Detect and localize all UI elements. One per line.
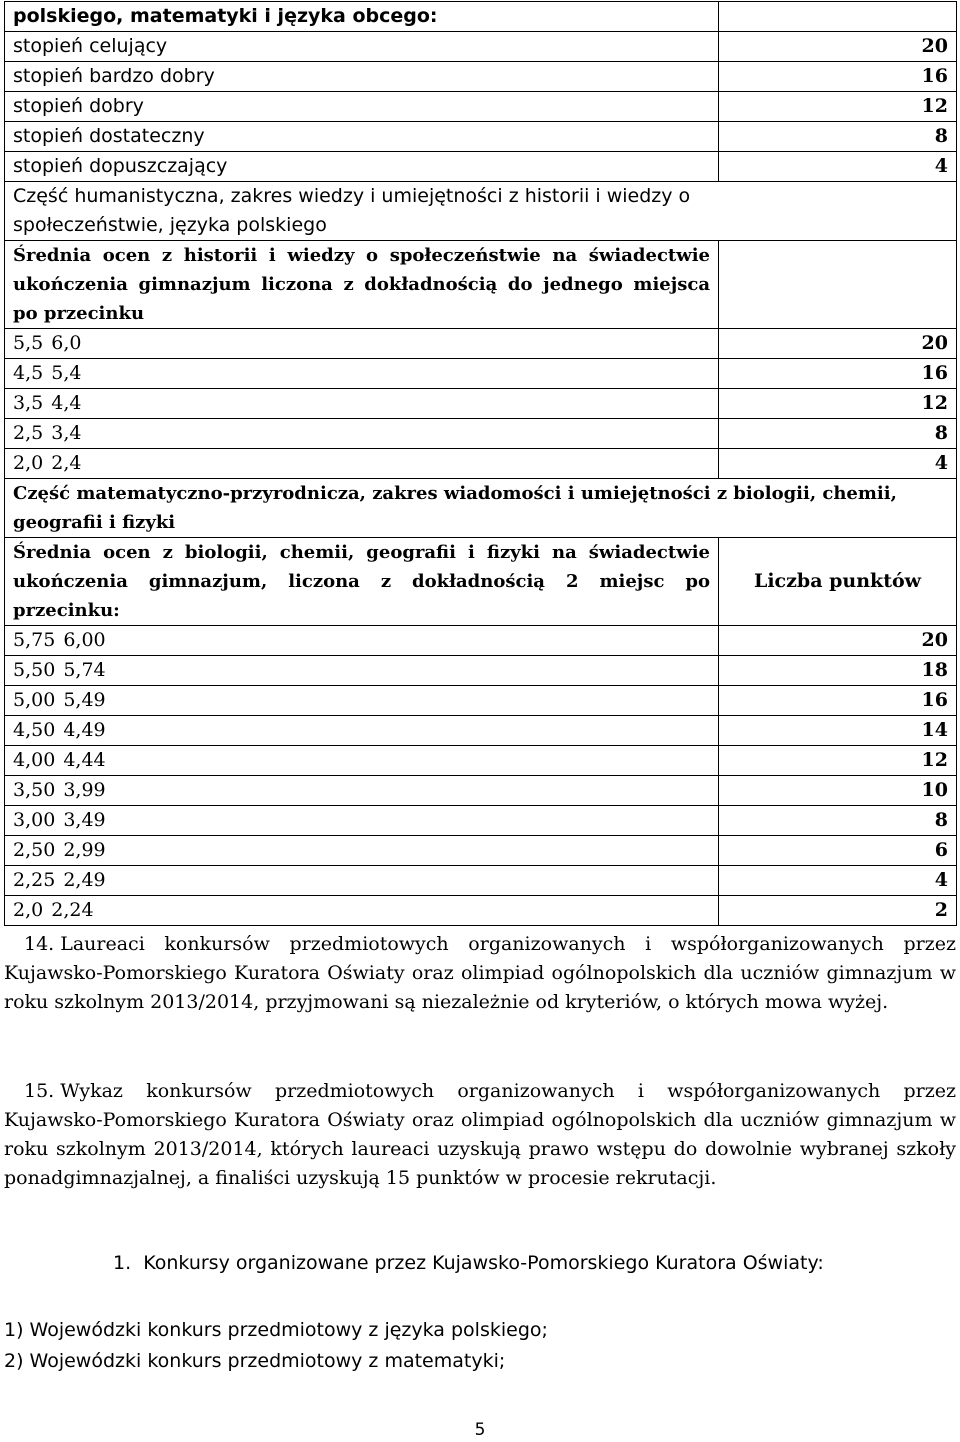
table-row xyxy=(5,776,957,806)
grade-label: stopień dopuszczający xyxy=(5,152,719,182)
paragraph-15-text: Wykaz konkursów przedmiotowych organizowanych i współorganizowanych przez Kujawsko-Pomorskiego Kuratora Oświaty oraz olimpiad ogólnopolskich dla uczniów gimnazjum w roku szkolnym 2013/2014, których laureaci uzyskują prawo wstępu do dowolnie wybranej szkoły ponadgimnazjalnej, a finaliści uzyskują 15 punktów w procesie rekrutacji. xyxy=(4,1080,956,1189)
points-value: 20 xyxy=(719,329,957,359)
table-row xyxy=(5,836,957,866)
grade-label: stopień bardzo dobry xyxy=(5,62,719,92)
table-row xyxy=(5,866,957,896)
table-row xyxy=(5,686,957,716)
average-range: 5,00 5,49 xyxy=(5,686,719,716)
points-value: 14 xyxy=(719,716,957,746)
points-value: 20 xyxy=(719,626,957,656)
paragraph-15 xyxy=(4,1077,956,1193)
average-range: 2,5 3,4 xyxy=(5,419,719,449)
table-row xyxy=(5,746,957,776)
average-range: 4,00 4,44 xyxy=(5,746,719,776)
points-value: 4 xyxy=(719,449,957,479)
points-value: 6 xyxy=(719,836,957,866)
paragraph-14-number: 14. xyxy=(24,933,55,955)
average-range: 2,50 2,99 xyxy=(5,836,719,866)
table-row xyxy=(5,182,957,241)
section-b-heading: Część humanistyczna, zakres wiedzy i umiejętności z historii i wiedzy o społeczeństwie, języka polskiego xyxy=(5,182,957,241)
points-column-header: Liczba punktów xyxy=(719,538,957,626)
page-number: 5 xyxy=(474,1420,486,1440)
table-row xyxy=(5,32,957,62)
points-table xyxy=(4,1,957,926)
table-row xyxy=(5,626,957,656)
table-row xyxy=(5,241,957,329)
average-range: 5,5 6,0 xyxy=(5,329,719,359)
list-heading-number: 1. xyxy=(113,1252,132,1274)
table-row xyxy=(5,62,957,92)
average-range: 3,5 4,4 xyxy=(5,389,719,419)
average-range: 5,75 6,00 xyxy=(5,626,719,656)
table-row xyxy=(5,419,957,449)
section-a-heading: polskiego, matematyki i języka obcego: xyxy=(5,2,719,32)
points-value: 12 xyxy=(719,92,957,122)
points-value: 16 xyxy=(719,62,957,92)
table-row xyxy=(5,359,957,389)
section-c-subheading: Średnia ocen z biologii, chemii, geografii i fizyki na świadectwie ukończenia gimnazjum, liczona z dokładnością 2 miejsc po przecinku: xyxy=(5,538,719,626)
points-value: 8 xyxy=(719,122,957,152)
paragraph-14-text: Laureaci konkursów przedmiotowych organizowanych i współorganizowanych przez Kujawsko-Pomorskiego Kuratora Oświaty oraz olimpiad ogólnopolskich dla uczniów gimnazjum w roku szkolnym 2013/2014, przyjmowani są niezależnie od kryteriów, o których mowa wyżej. xyxy=(4,933,956,1013)
grade-label: stopień dobry xyxy=(5,92,719,122)
paragraph-14 xyxy=(4,930,956,1017)
points-value: 2 xyxy=(719,896,957,926)
section-b-subheading: Średnia ocen z historii i wiedzy o społeczeństwie na świadectwie ukończenia gimnazjum liczona z dokładnością do jednego miejsca po przecinku xyxy=(5,241,719,329)
list-heading xyxy=(113,1249,824,1278)
points-value: 8 xyxy=(719,419,957,449)
points-value: 12 xyxy=(719,746,957,776)
table-row xyxy=(5,389,957,419)
points-value: 4 xyxy=(719,152,957,182)
paragraph-15-number: 15. xyxy=(24,1080,55,1102)
table-row xyxy=(5,806,957,836)
table-row xyxy=(5,122,957,152)
points-value: 4 xyxy=(719,866,957,896)
points-value: 18 xyxy=(719,656,957,686)
points-value: 10 xyxy=(719,776,957,806)
average-range: 4,5 5,4 xyxy=(5,359,719,389)
average-range: 2,0 2,24 xyxy=(5,896,719,926)
section-c-heading: Część matematyczno-przyrodnicza, zakres wiadomości i umiejętności z biologii, chemii, geografii i fizyki xyxy=(5,479,957,538)
average-range: 3,00 3,49 xyxy=(5,806,719,836)
grade-label: stopień celujący xyxy=(5,32,719,62)
table-row xyxy=(5,152,957,182)
grade-label: stopień dostateczny xyxy=(5,122,719,152)
average-range: 5,50 5,74 xyxy=(5,656,719,686)
points-value: 16 xyxy=(719,686,957,716)
points-value: 8 xyxy=(719,806,957,836)
list-heading-text: Konkursy organizowane przez Kujawsko-Pomorskiego Kuratora Oświaty: xyxy=(143,1252,824,1274)
table-row xyxy=(5,479,957,538)
list-item: 2) Wojewódzki konkurs przedmiotowy z matematyki; xyxy=(4,1350,506,1372)
table-row xyxy=(5,538,957,626)
points-value: 20 xyxy=(719,32,957,62)
table-row xyxy=(5,716,957,746)
table-row xyxy=(5,896,957,926)
average-range: 2,25 2,49 xyxy=(5,866,719,896)
table-row xyxy=(5,2,957,32)
list-item: 1) Wojewódzki konkurs przedmiotowy z języka polskiego; xyxy=(4,1319,548,1341)
average-range: 4,50 4,49 xyxy=(5,716,719,746)
points-value: 12 xyxy=(719,389,957,419)
table-row xyxy=(5,329,957,359)
average-range: 3,50 3,99 xyxy=(5,776,719,806)
table-row xyxy=(5,656,957,686)
average-range: 2,0 2,4 xyxy=(5,449,719,479)
table-row xyxy=(5,92,957,122)
table-row xyxy=(5,449,957,479)
points-value: 16 xyxy=(719,359,957,389)
